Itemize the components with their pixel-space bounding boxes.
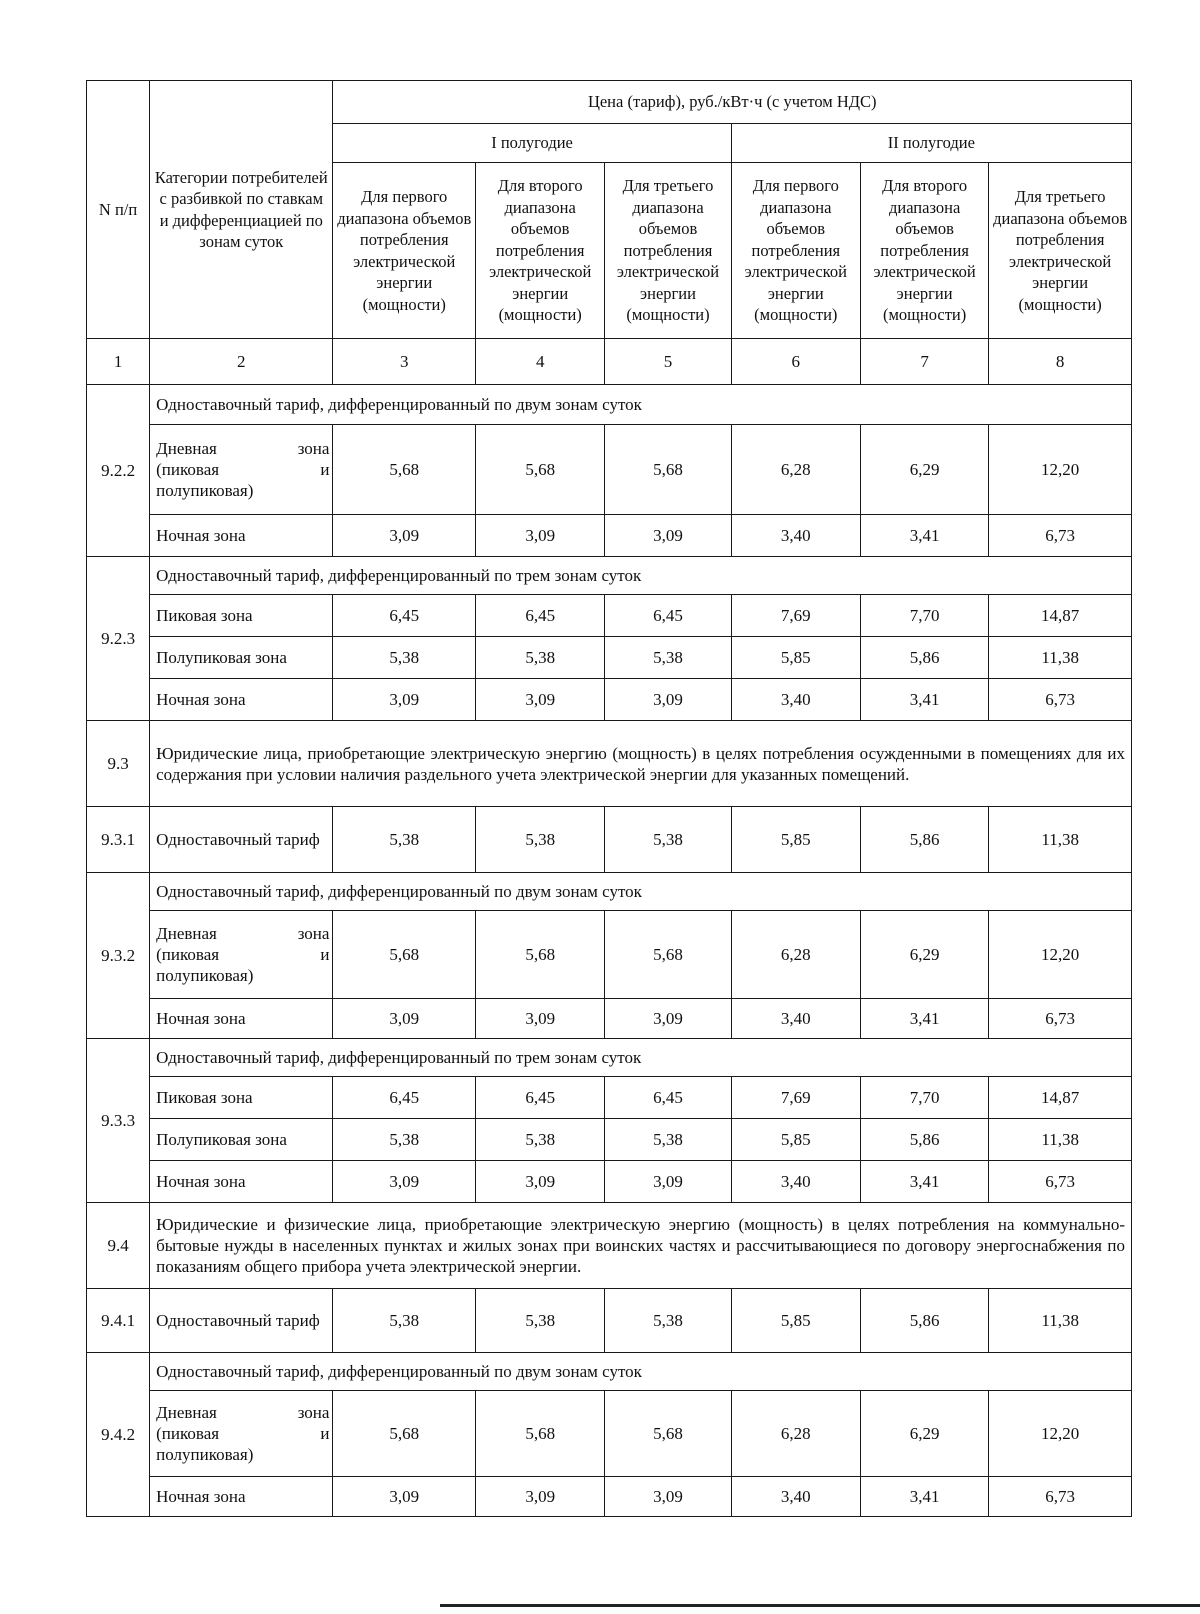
half2-header: II полугодие: [731, 124, 1131, 163]
price-cell: 3,41: [860, 679, 988, 721]
section-9-3-3-title-row: [87, 1039, 1132, 1077]
section-title: Одноставочный тариф, дифференцированный по двум зонам суток: [150, 385, 1132, 425]
price-cell: 3,09: [333, 1161, 476, 1203]
column-number: 1: [87, 339, 150, 385]
price-cell: 3,09: [476, 1161, 605, 1203]
price-cell: 5,85: [731, 637, 860, 679]
section-9-2-2-title-row: [87, 385, 1132, 425]
price-cell: 3,41: [860, 515, 988, 557]
price-cell: 11,38: [989, 1119, 1132, 1161]
single-rate-label: Одноставочный тариф: [150, 807, 333, 873]
price-cell: 5,38: [476, 1289, 605, 1353]
price-cell: 6,45: [333, 1077, 476, 1119]
row-index: 9.4.1: [87, 1289, 150, 1353]
price-cell: 6,45: [476, 595, 605, 637]
range-header: Для первого диапазона объемов потребления электрической энергии (мощности): [333, 163, 476, 339]
price-cell: 5,38: [605, 637, 731, 679]
price-cell: 5,68: [333, 1391, 476, 1477]
row-index: 9.2.3: [87, 557, 150, 721]
price-cell: 11,38: [989, 807, 1132, 873]
table-row: [87, 637, 1132, 679]
price-cell: 3,40: [731, 999, 860, 1039]
row-index: 9.2.2: [87, 385, 150, 557]
peak-zone-label: Пиковая зона: [150, 1077, 333, 1119]
column-number: 7: [860, 339, 988, 385]
table-row: [87, 911, 1132, 999]
price-cell: 6,73: [989, 1161, 1132, 1203]
price-cell: 7,69: [731, 595, 860, 637]
row-index: 9.3: [87, 721, 150, 807]
price-cell: 11,38: [989, 1289, 1132, 1353]
column-number: 2: [150, 339, 333, 385]
price-cell: 5,68: [333, 425, 476, 515]
price-cell: 7,69: [731, 1077, 860, 1119]
price-cell: 3,09: [333, 515, 476, 557]
section-9-3-1-row: [87, 807, 1132, 873]
section-title: Одноставочный тариф, дифференцированный по трем зонам суток: [150, 557, 1132, 595]
table-row: [87, 595, 1132, 637]
price-cell: 3,41: [860, 999, 988, 1039]
price-cell: 3,40: [731, 1161, 860, 1203]
column-number: 5: [605, 339, 731, 385]
price-cell: 5,86: [860, 1289, 988, 1353]
price-cell: 5,85: [731, 1289, 860, 1353]
price-cell: 12,20: [989, 425, 1132, 515]
price-cell: 5,38: [333, 637, 476, 679]
section-title: Одноставочный тариф, дифференцированный по двум зонам суток: [150, 873, 1132, 911]
section-9-3-2-title-row: [87, 873, 1132, 911]
price-cell: 5,38: [605, 1289, 731, 1353]
price-cell: 5,86: [860, 807, 988, 873]
range-header: Для второго диапазона объемов потребления электрической энергии (мощности): [860, 163, 988, 339]
price-cell: 5,38: [476, 637, 605, 679]
table-row: [87, 1077, 1132, 1119]
row-index: 9.3.1: [87, 807, 150, 873]
range-header: Для третьего диапазона объемов потребления электрической энергии (мощности): [605, 163, 731, 339]
price-cell: 11,38: [989, 637, 1132, 679]
price-cell: 3,40: [731, 515, 860, 557]
half1-header: I полугодие: [333, 124, 731, 163]
price-cell: 5,38: [333, 807, 476, 873]
price-cell: 6,29: [860, 425, 988, 515]
price-cell: 3,09: [605, 999, 731, 1039]
half-peak-zone-label: Полупиковая зона: [150, 1119, 333, 1161]
row-index: 9.4: [87, 1203, 150, 1289]
price-cell: 3,41: [860, 1161, 988, 1203]
price-cell: 6,29: [860, 911, 988, 999]
section-9-2-3-title-row: [87, 557, 1132, 595]
price-cell: 5,85: [731, 807, 860, 873]
night-zone-label: Ночная зона: [150, 999, 333, 1039]
price-cell: 5,68: [476, 425, 605, 515]
range-header: Для третьего диапазона объемов потребления электрической энергии (мощности): [989, 163, 1132, 339]
column-number: 3: [333, 339, 476, 385]
price-cell: 6,45: [476, 1077, 605, 1119]
price-cell: 14,87: [989, 1077, 1132, 1119]
table-row: [87, 515, 1132, 557]
row-index: 9.4.2: [87, 1353, 150, 1517]
price-cell: 5,86: [860, 1119, 988, 1161]
section-9-4-row: [87, 1203, 1132, 1289]
price-cell: 3,09: [333, 679, 476, 721]
price-cell: 3,09: [476, 1477, 605, 1517]
category-description: Юридические и физические лица, приобретающие электрическую энергию (мощность) в целях потребления на коммунально-бытовые нужды в населенных пунктах и жилых зонах при воинских частях и рассчитывающиеся по договору энергоснабжения по показаниям общего прибора учета электрической энергии.: [150, 1203, 1132, 1289]
price-cell: 5,38: [333, 1119, 476, 1161]
price-cell: 3,09: [605, 515, 731, 557]
price-cell: 12,20: [989, 1391, 1132, 1477]
table-row: [87, 1161, 1132, 1203]
table-row: [87, 425, 1132, 515]
price-cell: 6,45: [333, 595, 476, 637]
category-description: Юридические лица, приобретающие электрическую энергию (мощность) в целях потребления осужденными в помещениях для их содержания при условии наличия раздельного учета электрической энергии для указанных помещений.: [150, 721, 1132, 807]
price-cell: 6,73: [989, 1477, 1132, 1517]
column-number: 8: [989, 339, 1132, 385]
section-9-4-1-row: [87, 1289, 1132, 1353]
col-category-header: Категории потребителей с разбивкой по ставкам и дифференциацией по зонам суток: [150, 81, 333, 339]
price-cell: 5,68: [605, 425, 731, 515]
tariff-table: [86, 80, 1132, 1517]
column-number: 6: [731, 339, 860, 385]
price-cell: 5,38: [333, 1289, 476, 1353]
price-cell: 3,09: [605, 1161, 731, 1203]
day-zone-label: Дневная зона (пиковая и полупиковая): [150, 1391, 333, 1477]
price-cell: 6,28: [731, 911, 860, 999]
price-cell: 14,87: [989, 595, 1132, 637]
price-cell: 5,68: [605, 1391, 731, 1477]
day-zone-label: Дневная зона (пиковая и полупиковая): [150, 425, 333, 515]
price-cell: 5,68: [605, 911, 731, 999]
price-cell: 6,28: [731, 1391, 860, 1477]
price-cell: 3,09: [476, 515, 605, 557]
price-cell: 6,45: [605, 1077, 731, 1119]
price-cell: 6,45: [605, 595, 731, 637]
price-cell: 5,85: [731, 1119, 860, 1161]
price-cell: 5,68: [476, 1391, 605, 1477]
table-row: [87, 1391, 1132, 1477]
price-cell: 6,28: [731, 425, 860, 515]
price-cell: 5,38: [476, 1119, 605, 1161]
price-cell: 5,38: [605, 1119, 731, 1161]
section-title: Одноставочный тариф, дифференцированный по трем зонам суток: [150, 1039, 1132, 1077]
column-numbers-row: [87, 339, 1132, 385]
price-cell: 5,86: [860, 637, 988, 679]
header-row-price: [87, 81, 1132, 124]
night-zone-label: Ночная зона: [150, 679, 333, 721]
price-cell: 5,68: [333, 911, 476, 999]
range-header: Для второго диапазона объемов потребления электрической энергии (мощности): [476, 163, 605, 339]
table-row: [87, 1477, 1132, 1517]
night-zone-label: Ночная зона: [150, 515, 333, 557]
price-cell: 3,40: [731, 1477, 860, 1517]
table-row: [87, 679, 1132, 721]
night-zone-label: Ночная зона: [150, 1477, 333, 1517]
price-cell: 3,09: [476, 679, 605, 721]
price-cell: 12,20: [989, 911, 1132, 999]
table-row: [87, 1119, 1132, 1161]
single-rate-label: Одноставочный тариф: [150, 1289, 333, 1353]
col-num-header: N п/п: [87, 81, 150, 339]
price-cell: 7,70: [860, 595, 988, 637]
price-cell: 3,09: [605, 1477, 731, 1517]
price-cell: 3,09: [605, 679, 731, 721]
page-bottom-rule: [440, 1604, 1200, 1607]
price-cell: 3,09: [333, 999, 476, 1039]
price-cell: 3,40: [731, 679, 860, 721]
day-zone-label: Дневная зона (пиковая и полупиковая): [150, 911, 333, 999]
price-cell: 6,29: [860, 1391, 988, 1477]
price-cell: 5,38: [476, 807, 605, 873]
table-row: [87, 999, 1132, 1039]
price-cell: 3,41: [860, 1477, 988, 1517]
night-zone-label: Ночная зона: [150, 1161, 333, 1203]
price-cell: 7,70: [860, 1077, 988, 1119]
tariff-sheet: [86, 80, 1132, 1517]
price-cell: 5,68: [476, 911, 605, 999]
price-cell: 3,09: [333, 1477, 476, 1517]
half-peak-zone-label: Полупиковая зона: [150, 637, 333, 679]
price-cell: 5,38: [605, 807, 731, 873]
row-index: 9.3.2: [87, 873, 150, 1039]
section-title: Одноставочный тариф, дифференцированный по двум зонам суток: [150, 1353, 1132, 1391]
price-cell: 3,09: [476, 999, 605, 1039]
price-cell: 6,73: [989, 515, 1132, 557]
price-title: Цена (тариф), руб./кВт·ч (с учетом НДС): [333, 81, 1132, 124]
range-header: Для первого диапазона объемов потребления электрической энергии (мощности): [731, 163, 860, 339]
peak-zone-label: Пиковая зона: [150, 595, 333, 637]
price-cell: 6,73: [989, 679, 1132, 721]
price-cell: 6,73: [989, 999, 1132, 1039]
row-index: 9.3.3: [87, 1039, 150, 1203]
section-9-3-row: [87, 721, 1132, 807]
section-9-4-2-title-row: [87, 1353, 1132, 1391]
column-number: 4: [476, 339, 605, 385]
